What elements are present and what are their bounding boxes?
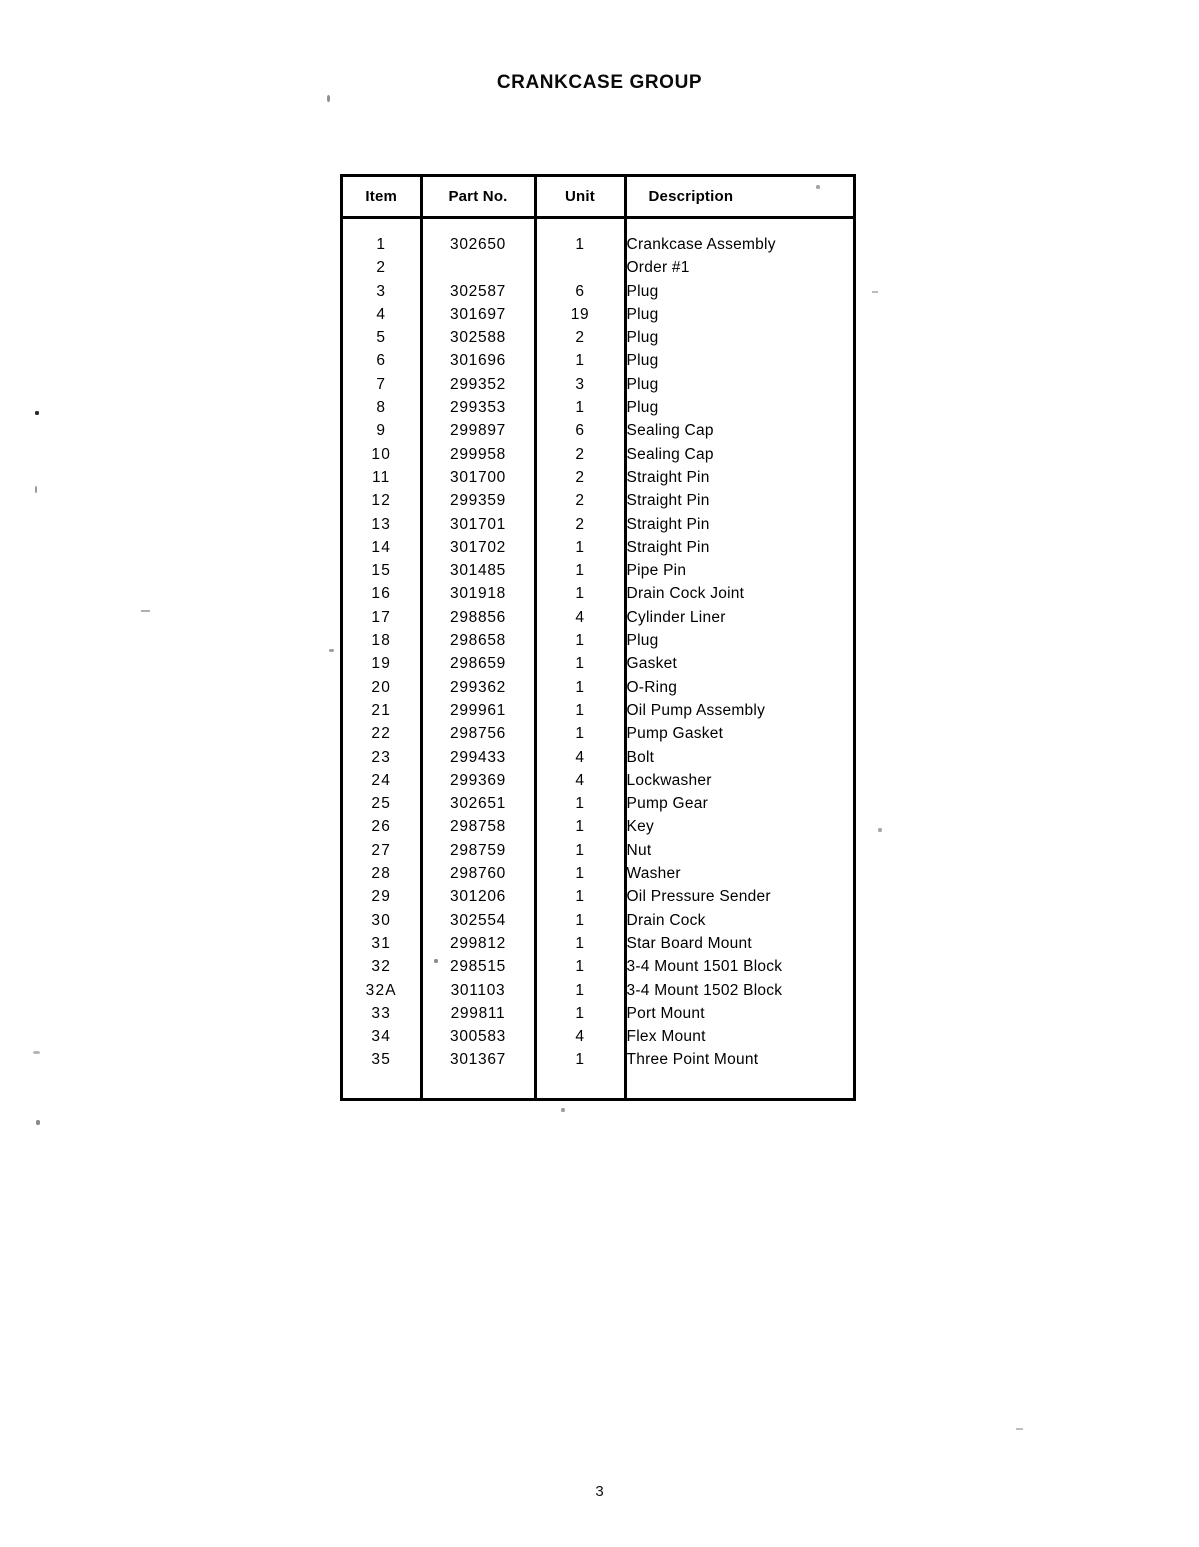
cell-description: Nut bbox=[626, 841, 652, 859]
table-row bbox=[343, 1002, 853, 1025]
cell-part-no: 301702 bbox=[421, 536, 535, 559]
table-row bbox=[343, 513, 853, 536]
table-row bbox=[343, 419, 853, 442]
scan-speck bbox=[561, 1108, 565, 1112]
scan-speck bbox=[35, 486, 37, 493]
scan-speck bbox=[434, 959, 438, 963]
cell-part-no: 302554 bbox=[421, 909, 535, 932]
table-row bbox=[343, 885, 853, 908]
cell-description: 3-4 Mount 1501 Block bbox=[626, 958, 783, 976]
cell-unit: 4 bbox=[535, 606, 625, 629]
cell-unit bbox=[535, 256, 625, 279]
table-row bbox=[343, 979, 853, 1002]
table-row bbox=[343, 862, 853, 885]
cell-part-no: 298759 bbox=[421, 839, 535, 862]
table-row bbox=[343, 1025, 853, 1048]
cell-item: 3 bbox=[343, 280, 421, 303]
cell-item: 32A bbox=[343, 979, 421, 1002]
cell-item: 13 bbox=[343, 513, 421, 536]
table-row bbox=[343, 396, 853, 419]
table-row bbox=[343, 955, 853, 978]
cell-description: Star Board Mount bbox=[626, 934, 752, 952]
cell-part-no: 299897 bbox=[421, 419, 535, 442]
cell-part-no: 299433 bbox=[421, 746, 535, 769]
table-row bbox=[343, 909, 853, 932]
cell-item: 25 bbox=[343, 792, 421, 815]
cell-unit: 1 bbox=[535, 862, 625, 885]
cell-description: Drain Cock Joint bbox=[626, 585, 745, 603]
scan-speck bbox=[878, 828, 882, 832]
scan-speck bbox=[816, 185, 820, 189]
cell-item: 17 bbox=[343, 606, 421, 629]
column-header-item: Item bbox=[343, 177, 421, 218]
cell-description: Lockwasher bbox=[626, 771, 712, 789]
table-spacer-row bbox=[343, 1072, 853, 1098]
cell-item: 5 bbox=[343, 326, 421, 349]
cell-part-no: 299362 bbox=[421, 676, 535, 699]
cell-description: Crankcase Assembly bbox=[626, 236, 776, 253]
cell-description: Plug bbox=[626, 399, 659, 417]
cell-part-no: 299958 bbox=[421, 443, 535, 466]
cell-description: Straight Pin bbox=[626, 492, 710, 510]
table-row bbox=[343, 722, 853, 745]
cell-item: 31 bbox=[343, 932, 421, 955]
cell-description: Straight Pin bbox=[626, 468, 710, 486]
cell-item: 7 bbox=[343, 373, 421, 396]
cell-description: Gasket bbox=[626, 655, 678, 673]
cell-item: 2 bbox=[343, 256, 421, 279]
parts-table bbox=[343, 177, 853, 1098]
cell-item: 18 bbox=[343, 629, 421, 652]
cell-item: 35 bbox=[343, 1048, 421, 1071]
cell-part-no: 300583 bbox=[421, 1025, 535, 1048]
scan-speck bbox=[141, 610, 150, 612]
cell-part-no: 301697 bbox=[421, 303, 535, 326]
table-row bbox=[343, 582, 853, 605]
scan-speck bbox=[327, 95, 330, 102]
cell-part-no: 299811 bbox=[421, 1002, 535, 1025]
cell-unit: 4 bbox=[535, 746, 625, 769]
table-row bbox=[343, 652, 853, 675]
table-row bbox=[343, 489, 853, 512]
scan-speck bbox=[33, 1051, 40, 1054]
cell-unit: 1 bbox=[535, 699, 625, 722]
cell-description: Plug bbox=[626, 632, 659, 650]
table-row bbox=[343, 606, 853, 629]
cell-unit: 6 bbox=[535, 280, 625, 303]
cell-item: 1 bbox=[343, 233, 421, 256]
cell-description: Oil Pump Assembly bbox=[626, 701, 766, 719]
cell-part-no: 298515 bbox=[421, 955, 535, 978]
cell-unit: 4 bbox=[535, 1025, 625, 1048]
cell-part-no: 298760 bbox=[421, 862, 535, 885]
parts-table-container bbox=[340, 174, 856, 1101]
cell-unit: 1 bbox=[535, 559, 625, 582]
cell-unit: 2 bbox=[535, 443, 625, 466]
cell-description: Washer bbox=[626, 865, 681, 883]
cell-part-no: 302651 bbox=[421, 792, 535, 815]
scan-speck bbox=[329, 649, 334, 652]
cell-part-no: 301701 bbox=[421, 513, 535, 536]
cell-description: Straight Pin bbox=[626, 515, 710, 533]
cell-item: 30 bbox=[343, 909, 421, 932]
cell-description: Plug bbox=[626, 282, 659, 300]
scan-speck bbox=[872, 291, 878, 293]
cell-unit: 1 bbox=[535, 792, 625, 815]
scan-speck bbox=[36, 1120, 40, 1125]
cell-unit: 1 bbox=[535, 652, 625, 675]
cell-part-no: 298659 bbox=[421, 652, 535, 675]
cell-description: Sealing Cap bbox=[626, 422, 714, 440]
cell-item: 15 bbox=[343, 559, 421, 582]
cell-unit: 2 bbox=[535, 513, 625, 536]
cell-unit: 1 bbox=[535, 839, 625, 862]
table-row bbox=[343, 629, 853, 652]
cell-part-no: 299369 bbox=[421, 769, 535, 792]
cell-item: 16 bbox=[343, 582, 421, 605]
table-row bbox=[343, 349, 853, 372]
header-row bbox=[343, 177, 853, 218]
cell-description: 3-4 Mount 1502 Block bbox=[626, 981, 783, 999]
cell-part-no: 302587 bbox=[421, 280, 535, 303]
cell-unit: 1 bbox=[535, 722, 625, 745]
column-header-unit: Unit bbox=[535, 177, 625, 218]
cell-description: Flex Mount bbox=[626, 1028, 706, 1046]
cell-item: 12 bbox=[343, 489, 421, 512]
cell-description: Plug bbox=[626, 352, 659, 370]
cell-part-no: 302588 bbox=[421, 326, 535, 349]
table-row bbox=[343, 373, 853, 396]
table-row bbox=[343, 536, 853, 559]
cell-item: 27 bbox=[343, 839, 421, 862]
page-title: CRANKCASE GROUP bbox=[496, 72, 703, 93]
cell-description: Pump Gasket bbox=[626, 725, 724, 743]
cell-unit: 1 bbox=[535, 233, 625, 256]
cell-item: 21 bbox=[343, 699, 421, 722]
cell-part-no: 299961 bbox=[421, 699, 535, 722]
table-row bbox=[343, 256, 853, 279]
cell-part-no: 299352 bbox=[421, 373, 535, 396]
cell-unit: 1 bbox=[535, 979, 625, 1002]
cell-unit: 1 bbox=[535, 629, 625, 652]
cell-description: Plug bbox=[626, 375, 659, 393]
cell-part-no: 301700 bbox=[421, 466, 535, 489]
cell-part-no: 301103 bbox=[421, 979, 535, 1002]
table-row bbox=[343, 676, 853, 699]
table-row bbox=[343, 699, 853, 722]
table-row bbox=[343, 303, 853, 326]
table-row bbox=[343, 1048, 853, 1071]
cell-item: 28 bbox=[343, 862, 421, 885]
cell-item: 19 bbox=[343, 652, 421, 675]
table-row bbox=[343, 932, 853, 955]
cell-part-no: 299812 bbox=[421, 932, 535, 955]
cell-part-no: 298756 bbox=[421, 722, 535, 745]
table-spacer-row bbox=[343, 218, 853, 234]
cell-part-no: 301696 bbox=[421, 349, 535, 372]
page-number: 3 bbox=[595, 1483, 604, 1500]
cell-part-no: 301367 bbox=[421, 1048, 535, 1071]
table-row bbox=[343, 815, 853, 838]
cell-part-no: 298658 bbox=[421, 629, 535, 652]
cell-part-no: 301918 bbox=[421, 582, 535, 605]
cell-unit: 1 bbox=[535, 582, 625, 605]
parts-table-body bbox=[343, 218, 853, 1098]
cell-item: 29 bbox=[343, 885, 421, 908]
cell-item: 24 bbox=[343, 769, 421, 792]
cell-item: 11 bbox=[343, 466, 421, 489]
cell-unit: 1 bbox=[535, 349, 625, 372]
cell-description: Plug bbox=[626, 305, 659, 323]
cell-description: Plug bbox=[626, 329, 659, 347]
cell-description: Order #1 bbox=[626, 259, 690, 277]
cell-part-no: 298758 bbox=[421, 815, 535, 838]
table-row bbox=[343, 792, 853, 815]
cell-unit: 4 bbox=[535, 769, 625, 792]
table-row bbox=[343, 233, 853, 256]
cell-description: Port Mount bbox=[626, 1004, 705, 1022]
cell-item: 8 bbox=[343, 396, 421, 419]
table-row bbox=[343, 326, 853, 349]
cell-description: Cylinder Liner bbox=[626, 608, 726, 626]
cell-description: Pipe Pin bbox=[626, 562, 687, 580]
cell-part-no: 298856 bbox=[421, 606, 535, 629]
cell-description: Bolt bbox=[626, 748, 655, 766]
table-row bbox=[343, 746, 853, 769]
cell-description: O-Ring bbox=[626, 678, 678, 696]
cell-description: Key bbox=[626, 818, 654, 836]
cell-item: 14 bbox=[343, 536, 421, 559]
column-header-part-no: Part No. bbox=[421, 177, 535, 218]
cell-item: 6 bbox=[343, 349, 421, 372]
cell-unit: 2 bbox=[535, 326, 625, 349]
cell-unit: 3 bbox=[535, 373, 625, 396]
cell-part-no bbox=[421, 256, 535, 279]
cell-item: 34 bbox=[343, 1025, 421, 1048]
parts-table-header bbox=[343, 177, 853, 218]
table-row bbox=[343, 466, 853, 489]
scan-speck bbox=[1016, 1428, 1023, 1430]
table-row bbox=[343, 280, 853, 303]
cell-unit: 1 bbox=[535, 396, 625, 419]
cell-unit: 1 bbox=[535, 932, 625, 955]
table-row bbox=[343, 769, 853, 792]
cell-unit: 1 bbox=[535, 676, 625, 699]
cell-description: Drain Cock bbox=[626, 911, 706, 929]
cell-item: 22 bbox=[343, 722, 421, 745]
cell-unit: 1 bbox=[535, 885, 625, 908]
cell-description: Straight Pin bbox=[626, 538, 710, 556]
cell-item: 10 bbox=[343, 443, 421, 466]
cell-unit: 2 bbox=[535, 466, 625, 489]
cell-item: 33 bbox=[343, 1002, 421, 1025]
table-row bbox=[343, 559, 853, 582]
cell-part-no: 301206 bbox=[421, 885, 535, 908]
cell-item: 9 bbox=[343, 419, 421, 442]
cell-unit: 2 bbox=[535, 489, 625, 512]
cell-unit: 1 bbox=[535, 955, 625, 978]
column-header-description: Description bbox=[625, 177, 853, 218]
cell-unit: 1 bbox=[535, 815, 625, 838]
cell-part-no: 301485 bbox=[421, 559, 535, 582]
cell-item: 23 bbox=[343, 746, 421, 769]
cell-unit: 1 bbox=[535, 1048, 625, 1071]
cell-unit: 19 bbox=[535, 303, 625, 326]
cell-item: 26 bbox=[343, 815, 421, 838]
cell-description: Pump Gear bbox=[626, 795, 709, 813]
cell-part-no: 299353 bbox=[421, 396, 535, 419]
cell-item: 4 bbox=[343, 303, 421, 326]
cell-item: 20 bbox=[343, 676, 421, 699]
table-row bbox=[343, 443, 853, 466]
cell-unit: 1 bbox=[535, 536, 625, 559]
cell-item: 32 bbox=[343, 955, 421, 978]
cell-part-no: 302650 bbox=[421, 233, 535, 256]
scan-speck bbox=[35, 411, 39, 415]
cell-unit: 6 bbox=[535, 419, 625, 442]
cell-description: Oil Pressure Sender bbox=[626, 888, 771, 906]
cell-description: Sealing Cap bbox=[626, 445, 714, 463]
cell-description: Three Point Mount bbox=[626, 1051, 759, 1069]
table-row bbox=[343, 839, 853, 862]
cell-part-no: 299359 bbox=[421, 489, 535, 512]
cell-unit: 1 bbox=[535, 909, 625, 932]
cell-unit: 1 bbox=[535, 1002, 625, 1025]
